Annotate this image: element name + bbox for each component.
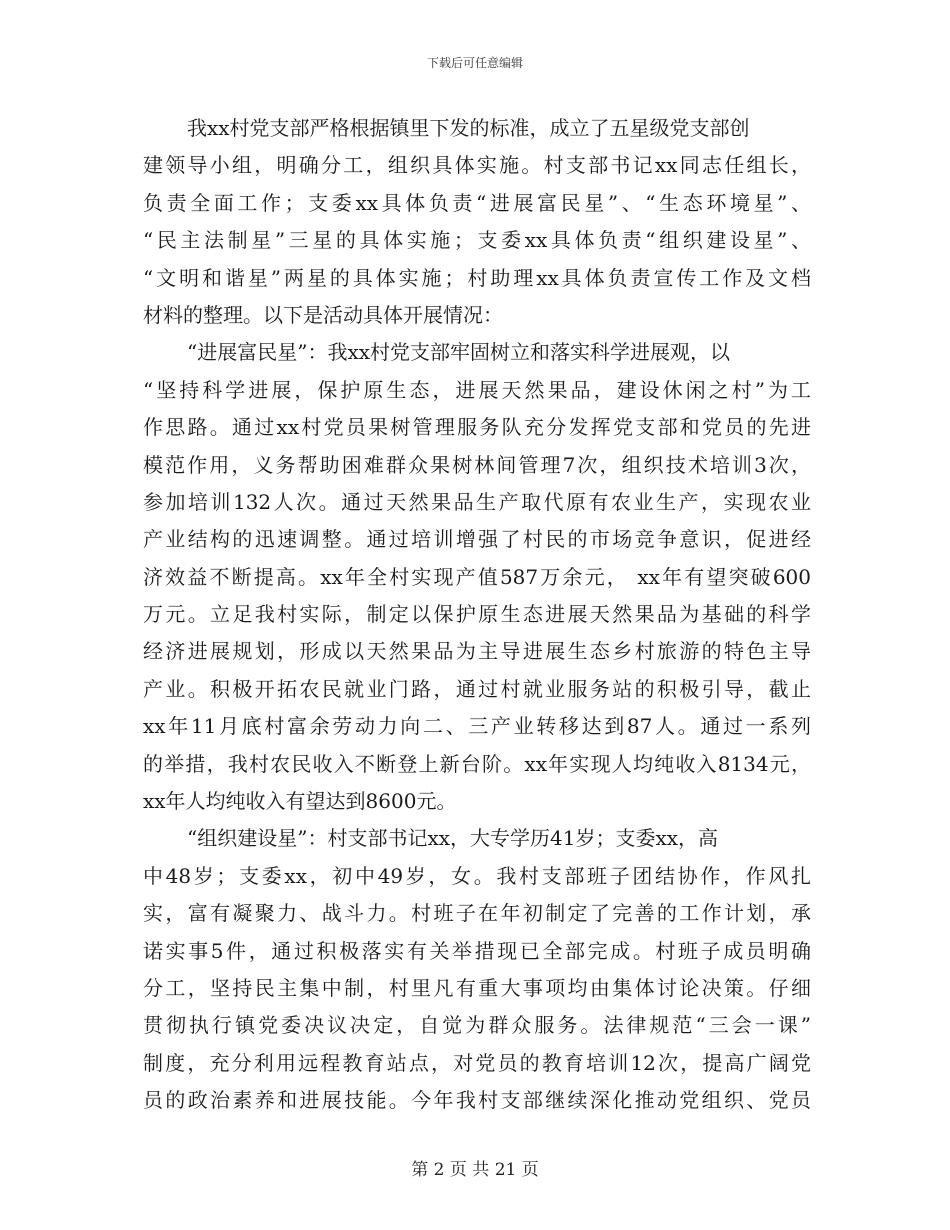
- text-line: “民主法制星”三星的具体实施；支委xx具体负责“组织建设星”、: [143, 228, 811, 253]
- page-footer: 第 2 页 共 21 页: [411, 1160, 539, 1180]
- text-line: 材料的整理。以下是活动具体开展情况：: [143, 302, 503, 327]
- text-line: “文明和谐星”两星的具体实施；村助理xx具体负责宣传工作及文档: [143, 265, 811, 290]
- text-line: 的举措，我村农民收入不断登上新台阶。xx年实现人均纯收入8134元，: [143, 751, 811, 776]
- text-line: 实，富有凝聚力、战斗力。村班子在年初制定了完善的工作计划，承: [143, 901, 811, 926]
- text-line: 贯彻执行镇党委决议决定，自觉为群众服务。法律规范“三会一课”: [143, 1013, 811, 1038]
- text-line: 参加培训132人次。通过天然果品生产取代原有农业生产，实现农业: [143, 489, 811, 514]
- text-line: 负责全面工作；支委xx具体负责“进展富民星”、“生态环境星”、: [143, 190, 811, 215]
- text-line: 模范作用，义务帮助困难群众果树林间管理7次，组织技术培训3次，: [143, 452, 811, 477]
- text-line: 产业结构的迅速调整。通过培训增强了村民的市场竞争意识，促进经: [143, 527, 811, 552]
- text-line: “进展富民星”：我xx村党支部牢固树立和落实科学进展观，以: [187, 340, 731, 365]
- text-line: 我xx村党支部严格根据镇里下发的标准，成立了五星级党支部创: [187, 116, 750, 140]
- text-line: 济效益不断提高。xx年全村实现产值587万余元， xx年有望突破600: [143, 564, 811, 589]
- text-line: 中48岁；支委xx，初中49岁，女。我村支部班子团结协作，作风扎: [143, 863, 811, 888]
- text-line: “组织建设星”：村支部书记xx，大专学历41岁；支委xx，高: [187, 826, 719, 851]
- text-line: “坚持科学进展，保护原生态，进展天然果品，建设休闲之村”为工: [143, 377, 811, 402]
- text-line: 制度，充分利用远程教育站点，对党员的教育培训12次，提高广阔党: [143, 1050, 811, 1075]
- text-line: 万元。立足我村实际，制定以保护原生态进展天然果品为基础的科学: [143, 602, 811, 627]
- document-body: [143, 110, 811, 1120]
- text-line: 分工，坚持民主集中制，村里凡有重大事项均由集体讨论决策。仔细: [143, 975, 811, 1000]
- text-line: xx年11月底村富余劳动力向二、三产业转移达到87人。通过一系列: [143, 714, 811, 739]
- text-line: xx年人均纯收入有望达到8600元。: [143, 789, 457, 814]
- text-line: 作思路。通过xx村党员果树管理服务队充分发挥党支部和党员的先进: [143, 415, 811, 440]
- text-line: 经济进展规划，形成以天然果品为主导进展生态乡村旅游的特色主导: [143, 639, 811, 664]
- text-line: 员的政治素养和进展技能。今年我村支部继续深化推动党组织、党员: [143, 1088, 811, 1113]
- page-header: 下载后可任意编辑: [426, 56, 523, 70]
- text-line: 产业。积极开拓农民就业门路，通过村就业服务站的积极引导，截止: [143, 676, 811, 701]
- text-line: 建领导小组，明确分工，组织具体实施。村支部书记xx同志任组长，: [143, 153, 811, 178]
- text-line: 诺实事5件，通过积极落实有关举措现已全部完成。村班子成员明确: [143, 938, 811, 963]
